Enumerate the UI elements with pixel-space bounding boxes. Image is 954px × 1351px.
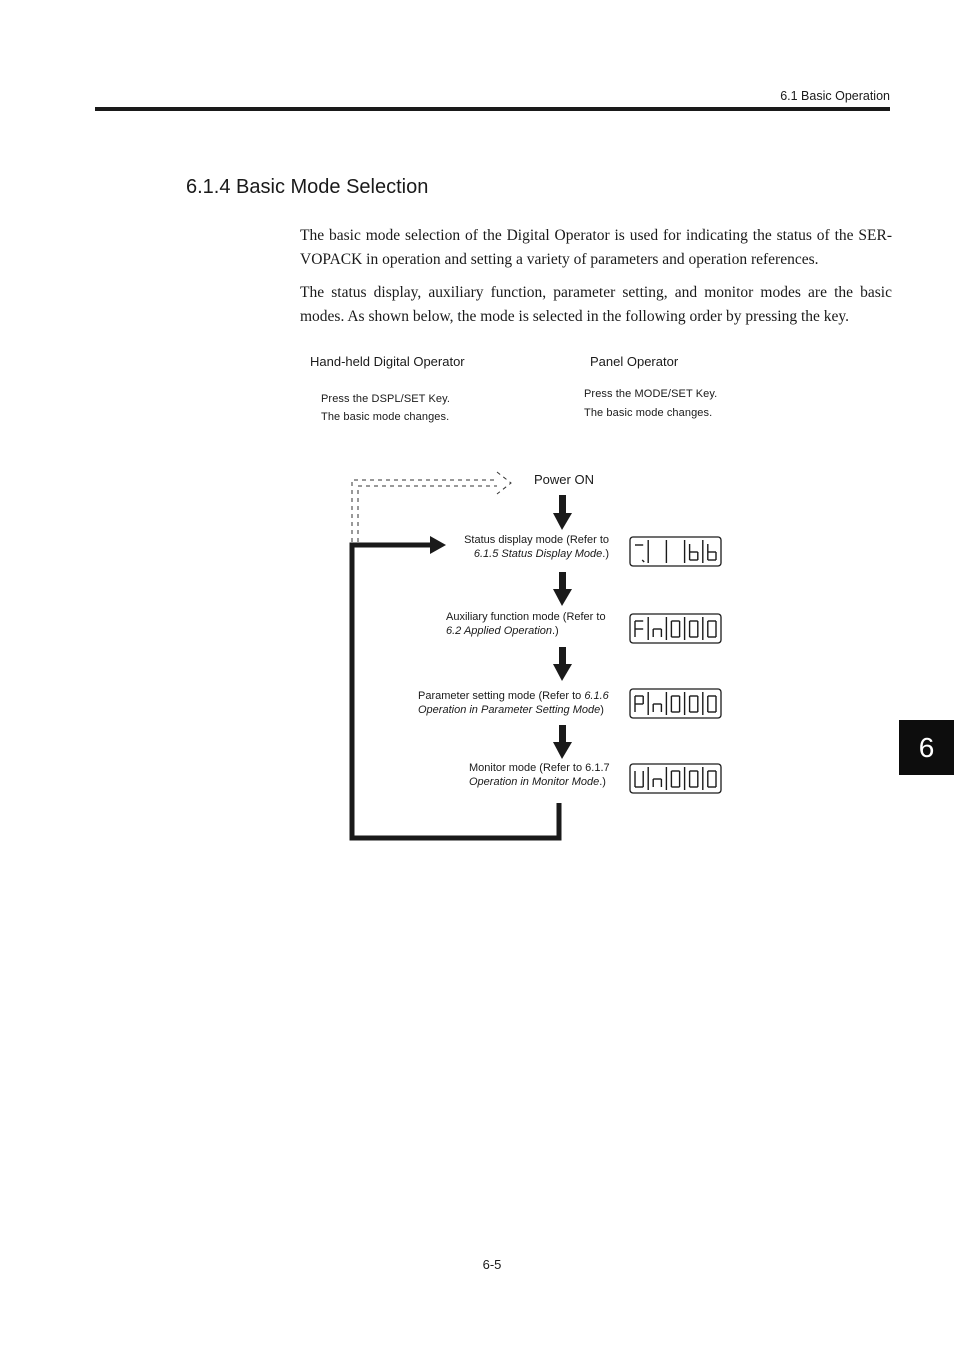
page-number: 6-5 [482, 1257, 502, 1272]
parameter-setting-mode-label [418, 689, 618, 717]
handheld-instruction-2: The basic mode changes. [321, 411, 450, 423]
paragraph-modes: The status display, auxiliary function, parameter setting, and monitor modes are the basic modes. As shown below, the mode is selected in the following order by pressing the key. [300, 284, 892, 325]
arrow-down-icon [553, 495, 572, 530]
seven-segment-display [630, 537, 721, 566]
mode-reference: 6.1.6 Operation in Parameter Setting Mode [418, 690, 609, 716]
panel-instruction-1: Press the MODE/SET Key. [584, 388, 718, 400]
mode-suffix: .) [602, 548, 609, 560]
arrow-down-icon [553, 725, 572, 759]
running-header: 6.1 Basic Operation [780, 89, 890, 103]
auxiliary-function-mode-label [446, 610, 654, 638]
paragraph-intro: The basic mode selection of the Digital Operator is used for indicating the status of the SER-VOPACK in operation and setting a variety of parameters and operation references. [300, 227, 892, 268]
mode-suffix: ) [600, 704, 604, 716]
seven-segment-displays [630, 537, 721, 793]
power-on-label: Power ON [534, 472, 594, 487]
handheld-operator-title: Hand-held Digital Operator [310, 354, 465, 369]
mode-reference: Operation in Monitor Mode [469, 776, 600, 788]
mode-suffix: .) [552, 625, 559, 637]
panel-instruction-2: The basic mode changes. [584, 407, 713, 419]
arrow-down-icon [553, 647, 572, 681]
seven-segment-display [630, 689, 721, 718]
chapter-tab: 6 [899, 720, 954, 775]
section-heading: 6.1.4 Basic Mode Selection [186, 176, 429, 198]
panel-operator-title: Panel Operator [590, 354, 679, 369]
mode-text: Auxiliary function mode (Refer to [446, 611, 606, 623]
arrow-down-icon [553, 572, 572, 606]
power-on-dashed-path [352, 472, 511, 542]
mode-reference: 6.1.5 Status Display Mode [473, 548, 603, 560]
mode-text: Monitor mode (Refer to 6.1.7 [469, 762, 610, 774]
mode-reference: 6.2 Applied Operation [446, 625, 552, 637]
mode-suffix: .) [599, 776, 606, 788]
status-display-mode-label [420, 533, 609, 561]
mode-text: Status display mode (Refer to [464, 534, 609, 546]
mode-text: Parameter setting mode (Refer to [418, 690, 582, 702]
monitor-mode-label [469, 761, 661, 789]
handheld-instruction-1: Press the DSPL/SET Key. [321, 393, 451, 405]
